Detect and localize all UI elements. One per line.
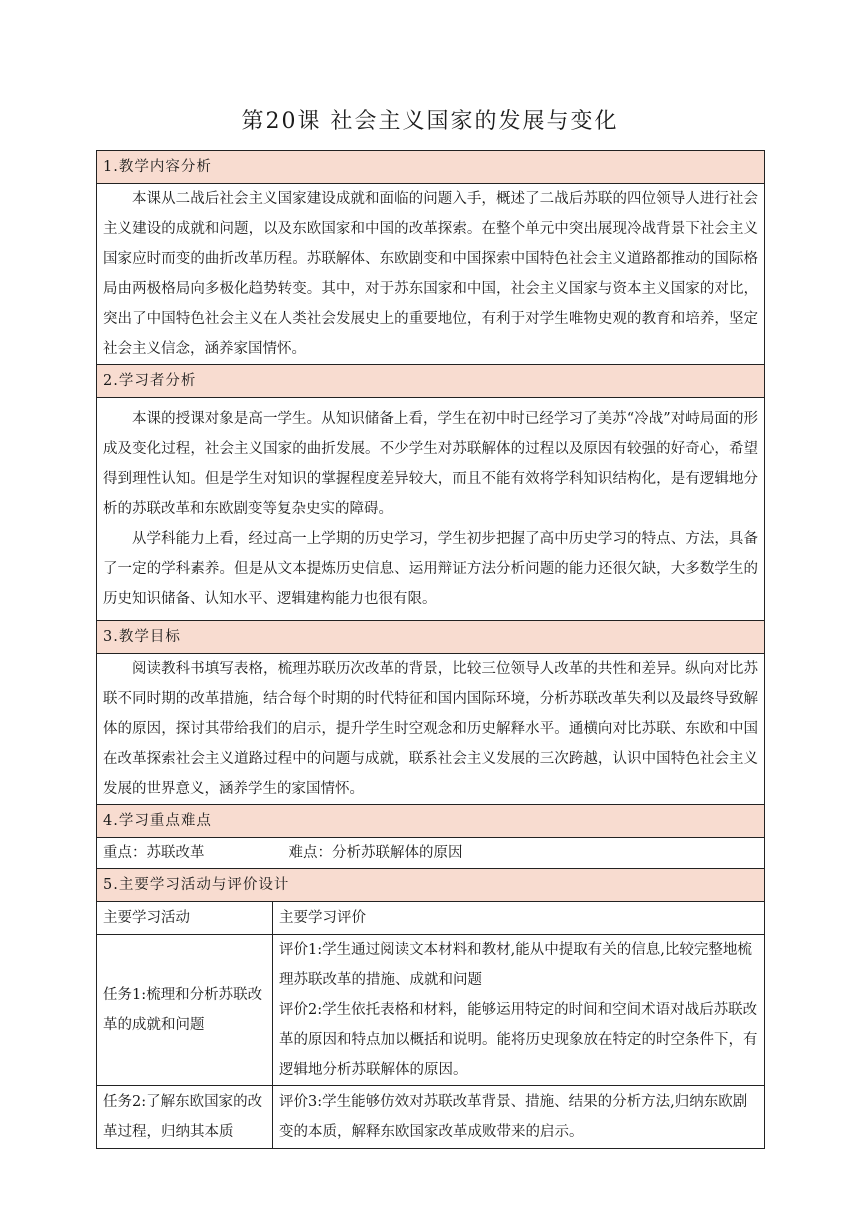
teaching-goals-paragraph: 阅读教科书填写表格，梳理苏联历次改革的背景，比较三位领导人改革的共性和差异。纵向对比苏联不同时期的改革措施，结合每个时期的时代特征和国内国际环境，分析苏联改革失利以及最终导致解体的原因，探讨其带给我们的启示，提升学生时空观念和历史解释水平。通横向对比苏联、东欧和中国在改革探索社会主义道路过程中的问题与成就，联系社会主义发展的三次跨越，认识中国特色社会主义发展的世界意义，涵养学生的家国情怀。 bbox=[103, 661, 758, 797]
difficult-point: 难点：分析苏联解体的原因 bbox=[288, 845, 463, 861]
teaching-goals-text bbox=[97, 654, 765, 805]
activity-cell: 任务2:了解东欧国家的改革过程，归纳其本质 bbox=[97, 1086, 273, 1149]
section-heading-learner-analysis: 2.学习者分析 bbox=[97, 365, 765, 398]
page-title: 第20课 社会主义国家的发展与变化 bbox=[241, 109, 619, 134]
section-heading-activities: 5.主要学习活动与评价设计 bbox=[97, 869, 765, 902]
evaluation-cell: 评价1:学生通过阅读文本材料和教材,能从中提取有关的信息,比较完整地梳理苏联改革的措施、成就和问题 评价2:学生依托表格和材料，能够运用特定的时间和空间术语对战后苏联改革的原因和特点加以概括和说明。能将历史现象放在特定的时空条件下，有逻辑地分析苏联解体的原因。 bbox=[273, 935, 765, 1086]
key-point: 重点：苏联改革 bbox=[103, 845, 205, 861]
content-analysis-paragraph: 本课从二战后社会主义国家建设成就和面临的问题入手，概述了二战后苏联的四位领导人进行社会主义建设的成就和问题，以及东欧国家和中国的改革探索。在整个单元中突出展现冷战背景下社会主义国家应时而变的曲折改革历程。苏联解体、东欧剧变和中国探索中国特色社会主义道路都推动的国际格局由两极格局向多极化趋势转变。其中，对于苏东国家和中国，社会主义国家与资本主义国家的对比，突出了中国特色社会主义在人类社会发展史上的重要地位，有利于对学生唯物史观的教育和培养，坚定社会主义信念，涵养家国情怀。 bbox=[103, 191, 758, 357]
section-heading-content-analysis: 1.教学内容分析 bbox=[97, 151, 765, 184]
learner-analysis-paragraph-2: 从学科能力上看，经过高一上学期的历史学习，学生初步把握了高中历史学习的特点、方法，具备了一定的学科素养。但是从文本提炼历史信息、运用辩证方法分析问题的能力还很欠缺，大多数学生的历史知识储备、认知水平、逻辑建构能力也很有限。 bbox=[103, 531, 758, 607]
column-header-evaluation: 主要学习评价 bbox=[273, 902, 765, 935]
lesson-plan-table bbox=[96, 150, 765, 1149]
learner-analysis-paragraph-1: 本课的授课对象是高一学生。从知识储备上看，学生在初中时已经学习了美苏“冷战”对峙局面的形成及变化过程，社会主义国家的曲折发展。不少学生对苏联解体的过程以及原因有较强的好奇心，希望得到理性认知。但是学生对知识的掌握程度差异较大，而且不能有效将学科知识结构化，是有逻辑地分析的苏联改革和东欧剧变等复杂史实的障碍。 bbox=[103, 411, 758, 517]
learner-analysis-text bbox=[97, 398, 765, 621]
table-row bbox=[97, 1086, 765, 1149]
section-heading-key-points: 4.学习重点难点 bbox=[97, 805, 765, 838]
section-heading-teaching-goals: 3.教学目标 bbox=[97, 621, 765, 654]
key-points-row bbox=[97, 838, 765, 869]
evaluation-cell: 评价3:学生能够仿效对苏联改革背景、措施、结果的分析方法,归纳东欧剧变的本质，解释东欧国家改革成败带来的启示。 bbox=[273, 1086, 765, 1149]
content-analysis-text bbox=[97, 184, 765, 365]
table-row bbox=[97, 935, 765, 1086]
activity-cell: 任务1:梳理和分析苏联改革的成就和问题 bbox=[97, 935, 273, 1086]
column-header-activity: 主要学习活动 bbox=[97, 902, 273, 935]
